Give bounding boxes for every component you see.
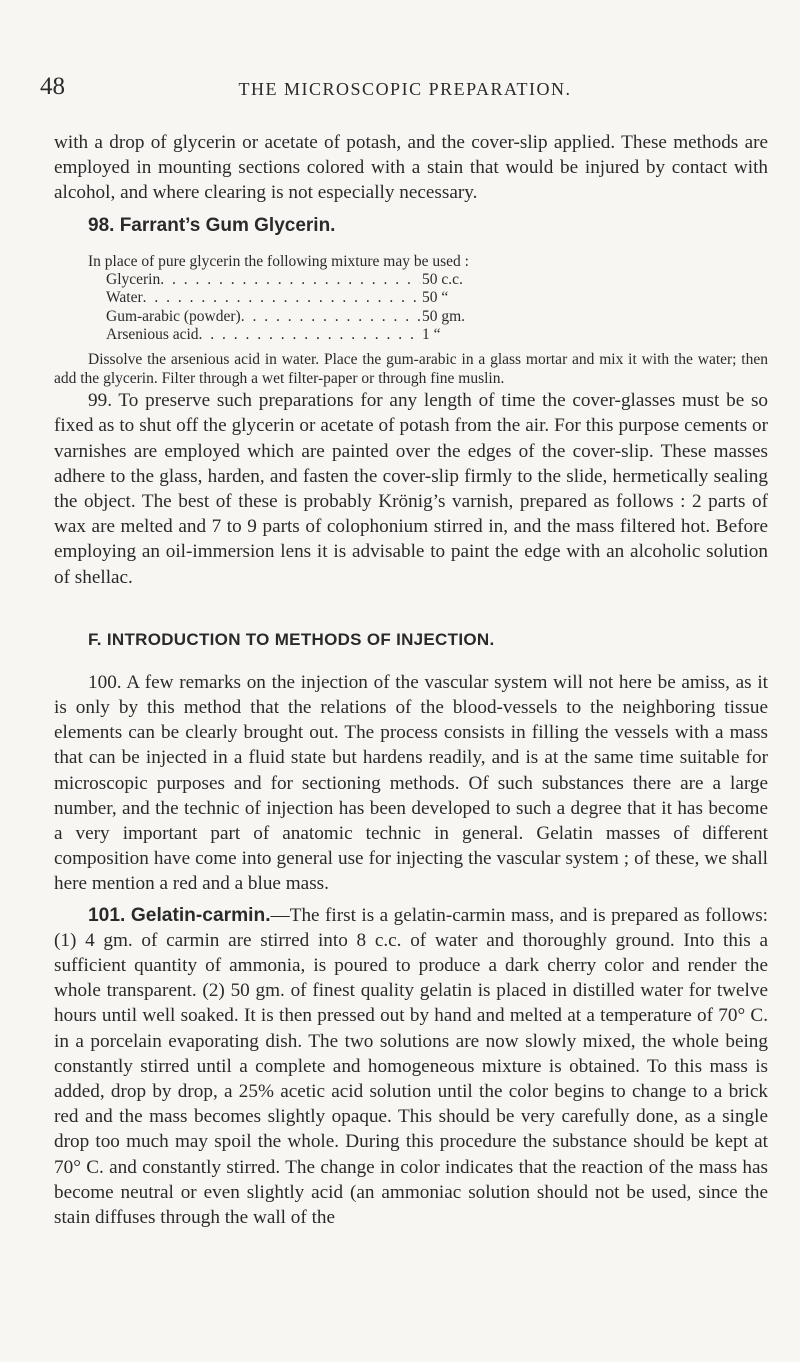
recipe-item-name: Glycerin	[106, 270, 161, 288]
recipe-item-name: Gum-arabic (powder)	[106, 307, 241, 325]
intro-paragraph: with a drop of glycerin or acetate of potash, and the cover-slip applied. These methods are employed in mounting sections colored with a stain that would be injured by contact with alcohol, and where clearing is not especially necessary.	[54, 132, 768, 204]
recipe-item-name: Arsenious acid	[106, 326, 199, 344]
section-f-heading: F. INTRODUCTION TO METHODS OF INJECTION.	[88, 629, 495, 649]
page-number: 48	[40, 73, 65, 100]
running-head: THE MICROSCOPIC PREPARATION.	[238, 79, 572, 99]
recipe-item	[106, 308, 486, 327]
section-101-title: Gelatin-carmin.	[130, 904, 271, 926]
recipe-note: Dissolve the arsenious acid in water. Place the gum-arabic in a glass mortar and mix it with the water; then add the glycerin. Filter through a wet filter-paper or through fine muslin.	[54, 350, 768, 387]
recipe-item-amount: 50 c.c.	[422, 270, 463, 288]
section-98-heading	[88, 214, 768, 238]
recipe-item	[106, 271, 486, 290]
page-body	[54, 130, 768, 1230]
section-98-title: Farrant’s Gum Glycerin.	[119, 214, 336, 236]
leader-dots	[143, 289, 420, 308]
recipe-item-amount: 50 “	[422, 289, 449, 307]
section-98-number: 98.	[88, 214, 115, 236]
section-100-paragraph	[54, 670, 768, 897]
leader-dots	[199, 326, 420, 345]
leader-dots	[160, 271, 420, 290]
section-100-text: A few remarks on the injection of the vascular system will not here be amiss, as it is only by this method that the relations of the blood-vessels to the neighboring tissue elements can be clearly brought out. The process consists in filling the vessels with a mass that can be injected in a fluid state but hardens readily, and is at the same time suitable for microscopic purposes and for sectioning methods. Of such substances there are a large number, and the technic of injection has been developed to such a degree that it has become a very important part of anatomic technic in general. Gelatin masses of different composition have come into general use for injecting the vascular system ; of these, we shall here mention a red and a blue mass.	[54, 671, 768, 895]
section-100-number: 100.	[88, 671, 122, 693]
section-101-text: —The first is a gelatin-carmin mass, and is prepared as follows: (1) 4 gm. of carmin are stirred into 8 c.c. of water and thoroughly ground. Into this a sufficient quantity of ammonia, is poured to produce a dark cherry color and render the whole transparent. (2) 50 gm. of finest quality gelatin is placed in distilled water for twelve hours until well soaked. It is then pressed out by hand and melted at a temperature of 70° C. in a porcelain evaporating dish. The two solutions are now slowly mixed, the whole being constantly stirred until a complete and homogeneous mixture is obtained. To this mass is added, drop by drop, a 25% acetic acid solution until the color begins to change to a brick red and the mass becomes slightly opaque. This should be very carefully done, as a single drop too much may spoil the whole. During this procedure the substance should be kept at 70° C. and constantly stirred. The change in color indicates that the reaction of the mass has become neutral or even slightly acid (an ammoniac solution should not be used, since the stain diffuses through the wall of the	[54, 904, 769, 1229]
recipe-item	[106, 289, 486, 308]
recipe-item-name: Water	[106, 289, 143, 307]
leader-dots	[241, 308, 420, 327]
recipe-item-amount: 1 “	[422, 326, 441, 344]
section-101-paragraph	[54, 903, 768, 1231]
section-99-text: To preserve such preparations for any length of time the cover-glasses must be so fixed as to shut off the glycerin or acetate of potash from the air. For this purpose cements or varnishes are employed which are painted over the edges of the cover-slip. These masses adhere to the glass, harden, and fasten the cover-slip firmly to the slide, hermetically sealing the object. The best of these is probably Krönig’s varnish, prepared as follows : 2 parts of wax are melted and 7 to 9 parts of colophonium stirred in, and the mass filtered hot. Before employing an oil-immersion lens it is advisable to paint the edge with an alcoholic solution of shellac.	[54, 390, 769, 588]
recipe-list	[106, 271, 486, 345]
section-99-paragraph	[54, 388, 768, 590]
section-101-number: 101.	[88, 904, 126, 926]
page-header	[40, 73, 770, 107]
recipe-intro: In place of pure glycerin the following mixture may be used :	[88, 252, 469, 270]
recipe-item-amount: 50 gm.	[422, 307, 466, 325]
section-99-number: 99.	[88, 390, 112, 412]
recipe-item	[106, 326, 486, 345]
